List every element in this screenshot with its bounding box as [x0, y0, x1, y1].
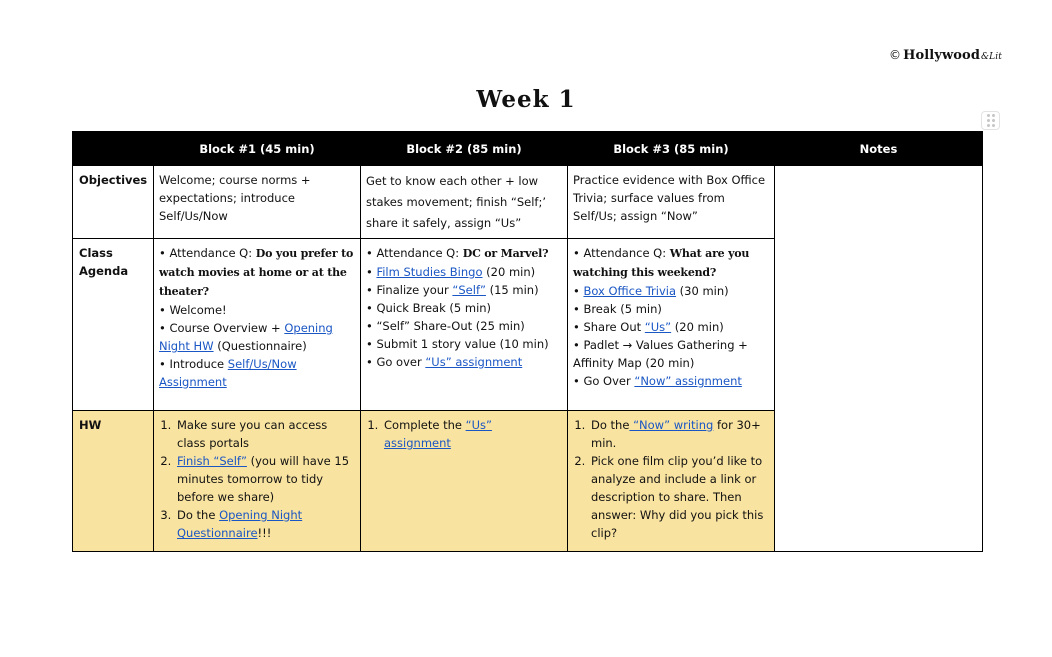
- agenda-text: • Course Overview +: [159, 321, 285, 335]
- hw-item: 2. Pick one film clip you’d like to analyze and include a link or description to share. Then answer: Why did you pick this clip?: [589, 452, 769, 542]
- agenda-item: [366, 263, 562, 281]
- hw-text: (you will have 15 minutes tomorrow to tidy before we share): [177, 454, 350, 504]
- hw-text: Complete the: [384, 418, 466, 432]
- agenda-item: • Welcome!: [159, 303, 227, 317]
- table-drag-handle[interactable]: [981, 111, 1000, 130]
- objectives-label: Objectives: [73, 166, 154, 239]
- attendance-question: [366, 244, 562, 263]
- header-block-3: Block #3 (85 min): [568, 132, 775, 166]
- agenda-item: • Submit 1 story value (10 min): [366, 337, 549, 351]
- agenda-text: (15 min): [485, 283, 539, 297]
- self-link[interactable]: “Self”: [452, 283, 486, 297]
- agenda-block-2: [361, 239, 568, 411]
- agenda-item: [159, 355, 355, 391]
- objectives-block-3: Practice evidence with Box Office Trivia; surface values from Self/Us; assign “Now”: [568, 166, 775, 239]
- agenda-text: (20 min): [671, 320, 724, 334]
- hw-text: Do the: [177, 508, 220, 522]
- hw-item: [175, 506, 355, 542]
- attendance-question-text: Do you prefer to watch movies at home or at the theater?: [159, 247, 354, 298]
- agenda-item: • Quick Break (5 min): [366, 301, 492, 315]
- agenda-text: (30 min): [676, 284, 729, 298]
- agenda-label: Class Agenda: [73, 239, 154, 411]
- agenda-text: (Questionnaire): [213, 339, 307, 353]
- agenda-item: [573, 372, 769, 390]
- hw-block-3: [568, 411, 775, 552]
- hw-text: Do the: [591, 418, 630, 432]
- hw-block-1: [154, 411, 361, 552]
- brand-name: Hollywood: [903, 48, 981, 63]
- table-header-row: [73, 132, 983, 166]
- hollywood-lit-logo: [889, 48, 1002, 63]
- agenda-text: (20 min): [482, 265, 536, 279]
- agenda-item: [573, 282, 769, 300]
- hw-list: [159, 416, 355, 542]
- agenda-text: •: [366, 265, 377, 279]
- agenda-text: • Go over: [366, 355, 426, 369]
- agenda-item: [159, 319, 355, 355]
- week-plan-table: [72, 131, 983, 552]
- copyright-icon: ©: [889, 48, 902, 62]
- hw-block-2: [361, 411, 568, 552]
- agenda-item: • “Self” Share-Out (25 min): [366, 319, 525, 333]
- opening-night-hw-link[interactable]: Opening Night HW: [159, 321, 333, 353]
- finish-self-link[interactable]: Finish “Self”: [177, 454, 247, 468]
- opening-night-questionnaire-link[interactable]: Opening Night Questionnaire: [177, 508, 303, 540]
- agenda-block-1: [154, 239, 361, 411]
- notes-cell[interactable]: [775, 166, 983, 552]
- agenda-text: • Introduce: [159, 357, 228, 371]
- attendance-question-text: DC or Marvel?: [462, 247, 549, 260]
- agenda-block-3: [568, 239, 775, 411]
- attendance-prefix: • Attendance Q:: [366, 246, 463, 260]
- agenda-item: [366, 353, 562, 371]
- attendance-prefix: • Attendance Q:: [159, 246, 256, 260]
- self-us-now-assignment-link[interactable]: Self/Us/Now Assignment: [159, 357, 297, 389]
- header-notes: Notes: [775, 132, 983, 166]
- hw-item: [382, 416, 562, 452]
- agenda-item: • Break (5 min): [573, 302, 662, 316]
- page-title: Week 1: [476, 86, 576, 113]
- us-assignment-hw-link[interactable]: “Us” assignment: [384, 418, 492, 450]
- us-assignment-link[interactable]: “Us” assignment: [425, 355, 523, 369]
- hw-text: for 30+ min.: [591, 418, 761, 450]
- hw-item: [175, 452, 355, 506]
- attendance-prefix: • Attendance Q:: [573, 246, 670, 260]
- header-block-1: Block #1 (45 min): [154, 132, 361, 166]
- header-block-2: Block #2 (85 min): [361, 132, 568, 166]
- film-studies-bingo-link[interactable]: Film Studies Bingo: [376, 265, 483, 279]
- agenda-item: • Padlet → Values Gathering + Affinity Map (20 min): [573, 338, 748, 370]
- now-assignment-link[interactable]: “Now” assignment: [634, 374, 742, 388]
- agenda-item: [573, 318, 769, 336]
- hw-label: HW: [73, 411, 154, 552]
- header-empty: [73, 132, 154, 166]
- drag-grip-icon: [987, 114, 995, 127]
- objectives-row: [73, 166, 983, 239]
- hw-list: [366, 416, 562, 452]
- attendance-question: [573, 244, 769, 282]
- agenda-text: • Go Over: [573, 374, 635, 388]
- attendance-question: [159, 244, 355, 301]
- objectives-block-2: Get to know each other + low stakes movement; finish “Self;’ share it safely, assign “Us”: [361, 166, 568, 239]
- objectives-block-1: Welcome; course norms + expectations; introduce Self/Us/Now: [154, 166, 361, 239]
- agenda-text: • Finalize your: [366, 283, 453, 297]
- hw-text: !!!: [257, 526, 272, 540]
- hw-item: 1. Make sure you can access class portals: [175, 416, 355, 452]
- hw-list: [573, 416, 769, 542]
- us-link[interactable]: “Us”: [644, 320, 672, 334]
- now-writing-link[interactable]: “Now” writing: [629, 418, 714, 432]
- attendance-question-text: What are you watching this weekend?: [573, 247, 750, 279]
- brand-suffix: &Lit: [981, 52, 1002, 62]
- agenda-item: [366, 281, 562, 299]
- agenda-text: •: [573, 284, 584, 298]
- box-office-trivia-link[interactable]: Box Office Trivia: [583, 284, 677, 298]
- agenda-text: • Share Out: [573, 320, 645, 334]
- hw-item: [589, 416, 769, 452]
